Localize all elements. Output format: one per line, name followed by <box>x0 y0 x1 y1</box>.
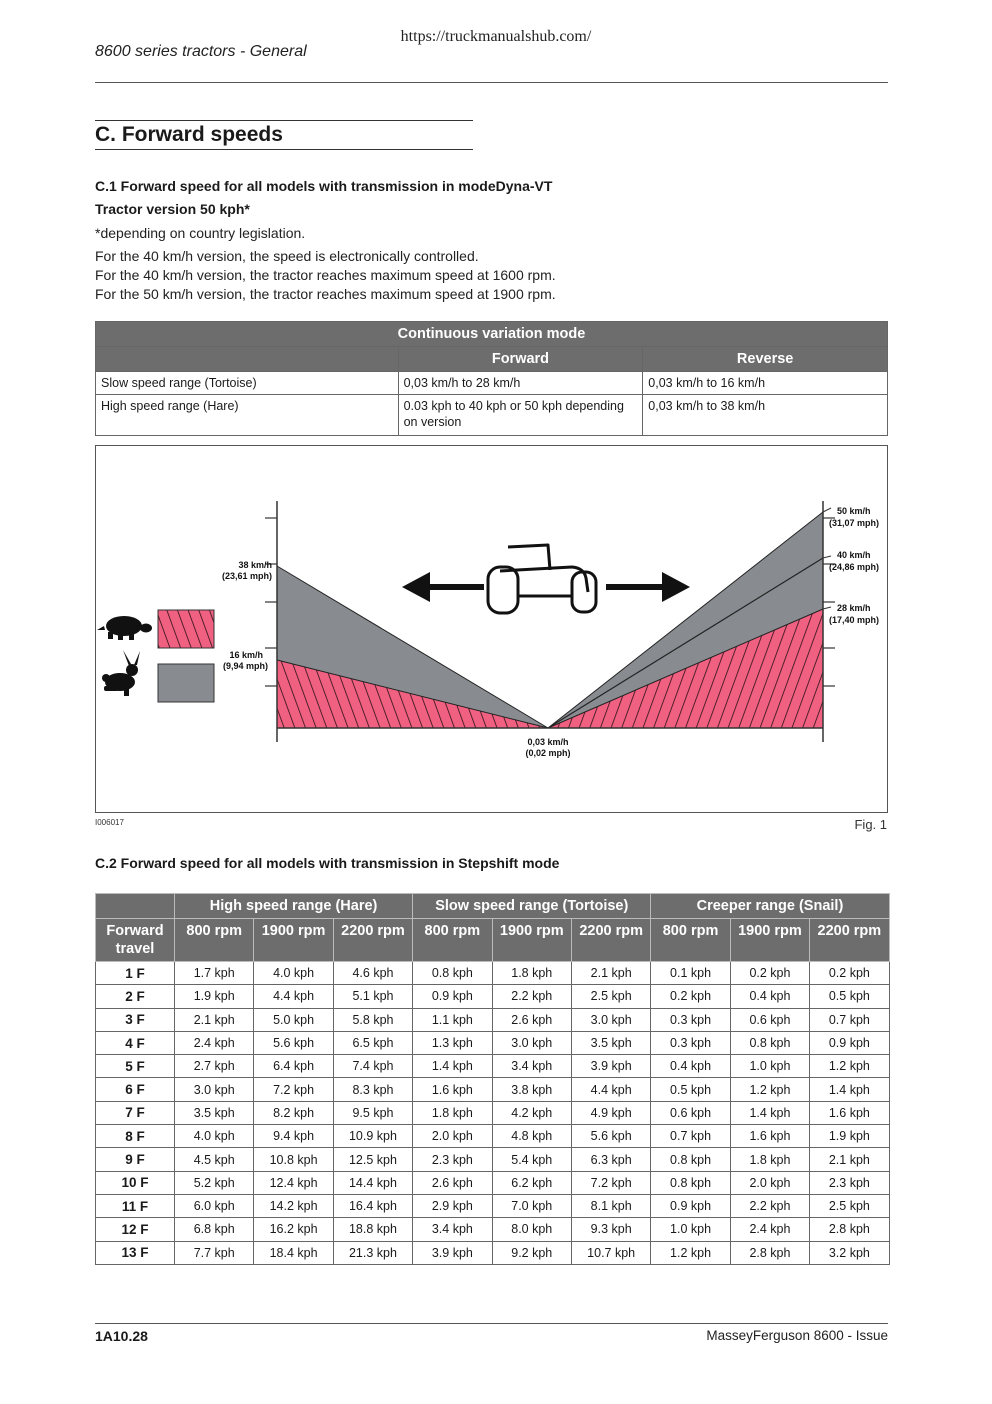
speed-cell: 12.4 kph <box>254 1171 333 1194</box>
speed-cell: 2.3 kph <box>413 1148 492 1171</box>
speed-cell: 1.8 kph <box>730 1148 809 1171</box>
speed-cell: 1.1 kph <box>413 1008 492 1031</box>
speed-cell: 0.3 kph <box>651 1008 730 1031</box>
speed-cell: 2.9 kph <box>413 1194 492 1217</box>
speed-cell: 1.9 kph <box>175 985 254 1008</box>
speed-cell: 3.4 kph <box>492 1055 571 1078</box>
gear-cell: 7 F <box>96 1101 175 1124</box>
speed-cell: 8.0 kph <box>492 1218 571 1241</box>
speed-cell: 5.4 kph <box>492 1148 571 1171</box>
speed-cell: 1.6 kph <box>810 1101 889 1124</box>
speed-cell: 0.9 kph <box>651 1194 730 1217</box>
rpm-header: 2200 rpm <box>810 919 889 962</box>
speed-cell: 9.5 kph <box>333 1101 412 1124</box>
speed-cell: 1.4 kph <box>810 1078 889 1101</box>
label-38-mph: (23,61 mph) <box>221 571 272 581</box>
speed-cell: 3.0 kph <box>492 1031 571 1054</box>
speed-cell: 0.6 kph <box>651 1101 730 1124</box>
section-rule-bottom <box>95 149 473 150</box>
cvt-reverse-cell: 0,03 km/h to 16 km/h <box>643 372 888 395</box>
speed-cell: 3.9 kph <box>571 1055 650 1078</box>
speed-cell: 2.5 kph <box>810 1194 889 1217</box>
speed-cell: 10.7 kph <box>571 1241 650 1264</box>
speed-cell: 16.4 kph <box>333 1194 412 1217</box>
forward-travel-header: Forward travel <box>96 919 175 962</box>
speed-cell: 1.2 kph <box>651 1241 730 1264</box>
speed-cell: 1.8 kph <box>413 1101 492 1124</box>
cvt-reverse-cell: 0,03 km/h to 38 km/h <box>643 395 888 436</box>
speed-cell: 0.7 kph <box>651 1125 730 1148</box>
speed-cell: 0.4 kph <box>651 1055 730 1078</box>
speed-cell: 4.6 kph <box>333 962 412 985</box>
group-header-snail: Creeper range (Snail) <box>651 894 889 919</box>
speed-cell: 2.6 kph <box>492 1008 571 1031</box>
header-divider <box>95 82 888 83</box>
table-row <box>96 1218 890 1241</box>
speed-cell: 18.4 kph <box>254 1241 333 1264</box>
gear-cell: 3 F <box>96 1008 175 1031</box>
gear-cell: 9 F <box>96 1148 175 1171</box>
label-40-mph: (24,86 mph) <box>829 562 880 572</box>
label-50-kmh: 50 km/h <box>837 506 871 516</box>
speed-cell: 0.2 kph <box>651 985 730 1008</box>
gear-cell: 2 F <box>96 985 175 1008</box>
cvt-header-reverse: Reverse <box>643 347 888 372</box>
speed-cell: 9.4 kph <box>254 1125 333 1148</box>
speed-cell: 0.8 kph <box>730 1031 809 1054</box>
speed-cell: 3.8 kph <box>492 1078 571 1101</box>
source-url: https://truckmanualshub.com/ <box>400 28 592 45</box>
rpm-header: 800 rpm <box>413 919 492 962</box>
label-28-mph: (17,40 mph) <box>829 615 880 625</box>
speed-cell: 4.5 kph <box>175 1148 254 1171</box>
paragraph-line: For the 40 km/h version, the speed is electronically controlled. <box>95 248 479 264</box>
speed-cell: 1.7 kph <box>175 962 254 985</box>
cvt-table-title: Continuous variation mode <box>96 322 888 347</box>
table-row <box>96 1171 890 1194</box>
label-16-kmh: 16 km/h <box>229 650 263 660</box>
cvt-row-label: Slow speed range (Tortoise) <box>96 372 399 395</box>
arrow-right-icon <box>606 572 690 602</box>
speed-cell: 4.8 kph <box>492 1125 571 1148</box>
rpm-header: 800 rpm <box>175 919 254 962</box>
label-zero-kmh: 0,03 km/h <box>527 737 569 747</box>
speed-cell: 2.2 kph <box>730 1194 809 1217</box>
table-row <box>96 962 890 985</box>
speed-cell: 9.3 kph <box>571 1218 650 1241</box>
speed-cell: 8.3 kph <box>333 1078 412 1101</box>
speed-cell: 5.1 kph <box>333 985 412 1008</box>
speed-cell: 10.8 kph <box>254 1148 333 1171</box>
speed-cell: 2.7 kph <box>175 1055 254 1078</box>
speed-cell: 1.3 kph <box>413 1031 492 1054</box>
speed-cell: 0.5 kph <box>651 1078 730 1101</box>
group-header-hare: High speed range (Hare) <box>175 894 413 919</box>
speed-cell: 9.2 kph <box>492 1241 571 1264</box>
speed-cell: 5.8 kph <box>333 1008 412 1031</box>
figure-code: I006017 <box>95 818 124 827</box>
speed-cell: 0.8 kph <box>413 962 492 985</box>
speed-cell: 1.0 kph <box>730 1055 809 1078</box>
speed-cell: 2.6 kph <box>413 1171 492 1194</box>
speed-cell: 3.0 kph <box>175 1078 254 1101</box>
tractor-version-heading: Tractor version 50 kph* <box>95 201 250 217</box>
speed-cell: 0.7 kph <box>810 1008 889 1031</box>
gear-cell: 1 F <box>96 962 175 985</box>
speed-cell: 0.8 kph <box>651 1148 730 1171</box>
speed-cell: 4.4 kph <box>571 1078 650 1101</box>
cvt-forward-cell: 0,03 km/h to 28 km/h <box>398 372 643 395</box>
speed-cell: 3.2 kph <box>810 1241 889 1264</box>
label-zero-mph: (0,02 mph) <box>525 748 571 758</box>
speed-cell: 8.1 kph <box>571 1194 650 1217</box>
table-row <box>96 1148 890 1171</box>
speed-cell: 3.5 kph <box>175 1101 254 1124</box>
legislation-note: *depending on country legislation. <box>95 225 306 241</box>
header-blank <box>96 894 175 919</box>
speed-cell: 1.4 kph <box>413 1055 492 1078</box>
speed-cell: 0.2 kph <box>810 962 889 985</box>
speed-cell: 7.7 kph <box>175 1241 254 1264</box>
document-title: 8600 series tractors - General <box>95 43 307 60</box>
footer-divider <box>95 1323 888 1324</box>
speed-range-figure <box>95 445 888 813</box>
hare-icon <box>102 650 140 696</box>
paragraph-line: For the 40 km/h version, the tractor reaches maximum speed at 1600 rpm. <box>95 267 556 283</box>
table-row <box>96 1101 890 1124</box>
paragraph-line: For the 50 km/h version, the tractor reaches maximum speed at 1900 rpm. <box>95 286 556 302</box>
speed-cell: 4.0 kph <box>175 1125 254 1148</box>
group-header-tortoise: Slow speed range (Tortoise) <box>413 894 651 919</box>
speed-cell: 0.4 kph <box>730 985 809 1008</box>
label-40-kmh: 40 km/h <box>837 550 871 560</box>
page-number: 1A10.28 <box>95 1328 148 1344</box>
speed-cell: 2.0 kph <box>413 1125 492 1148</box>
arrow-left-icon <box>402 572 484 602</box>
speed-cell: 2.8 kph <box>730 1241 809 1264</box>
tortoise-legend-swatch <box>158 610 214 648</box>
speed-cell: 7.2 kph <box>254 1078 333 1101</box>
speed-cell: 1.4 kph <box>730 1101 809 1124</box>
table-row <box>96 1055 890 1078</box>
speed-cell: 0.2 kph <box>730 962 809 985</box>
speed-cell: 14.2 kph <box>254 1194 333 1217</box>
footer-publisher: MasseyFerguson 8600 - Issue <box>706 1328 888 1343</box>
stepshift-speed-table <box>95 893 890 1265</box>
speed-cell: 2.1 kph <box>810 1148 889 1171</box>
speed-cell: 1.6 kph <box>413 1078 492 1101</box>
speed-cell: 6.4 kph <box>254 1055 333 1078</box>
gear-cell: 5 F <box>96 1055 175 1078</box>
speed-cell: 0.9 kph <box>810 1031 889 1054</box>
speed-cell: 2.4 kph <box>730 1218 809 1241</box>
table-row <box>96 1194 890 1217</box>
speed-cell: 2.1 kph <box>571 962 650 985</box>
speed-cell: 8.2 kph <box>254 1101 333 1124</box>
speed-cell: 0.1 kph <box>651 962 730 985</box>
speed-cell: 21.3 kph <box>333 1241 412 1264</box>
table-row <box>96 985 890 1008</box>
speed-cell: 5.0 kph <box>254 1008 333 1031</box>
subsection-c2-heading: C.2 Forward speed for all models with transmission in Stepshift mode <box>95 855 560 871</box>
speed-cell: 2.0 kph <box>730 1171 809 1194</box>
gear-cell: 8 F <box>96 1125 175 1148</box>
label-38-kmh: 38 km/h <box>238 560 272 570</box>
speed-cell: 14.4 kph <box>333 1171 412 1194</box>
speed-cell: 10.9 kph <box>333 1125 412 1148</box>
speed-cell: 2.1 kph <box>175 1008 254 1031</box>
speed-cell: 7.0 kph <box>492 1194 571 1217</box>
subsection-c1-heading: C.1 Forward speed for all models with transmission in modeDyna-VT <box>95 178 553 194</box>
tractor-icon <box>488 545 596 613</box>
speed-cell: 6.0 kph <box>175 1194 254 1217</box>
speed-cell: 6.8 kph <box>175 1218 254 1241</box>
gear-cell: 10 F <box>96 1171 175 1194</box>
speed-cell: 5.6 kph <box>571 1125 650 1148</box>
speed-cell: 1.8 kph <box>492 962 571 985</box>
speed-cell: 5.6 kph <box>254 1031 333 1054</box>
speed-cell: 1.2 kph <box>810 1055 889 1078</box>
speed-cell: 4.9 kph <box>571 1101 650 1124</box>
speed-cell: 2.2 kph <box>492 985 571 1008</box>
gear-cell: 6 F <box>96 1078 175 1101</box>
speed-cell: 3.9 kph <box>413 1241 492 1264</box>
rpm-header: 1900 rpm <box>254 919 333 962</box>
speed-cell: 2.8 kph <box>810 1218 889 1241</box>
gear-cell: 13 F <box>96 1241 175 1264</box>
gear-cell: 12 F <box>96 1218 175 1241</box>
label-50-mph: (31,07 mph) <box>829 518 880 528</box>
speed-cell: 2.5 kph <box>571 985 650 1008</box>
speed-cell: 0.8 kph <box>651 1171 730 1194</box>
cvt-row-label: High speed range (Hare) <box>96 395 399 436</box>
table-row <box>96 1125 890 1148</box>
cvt-header-blank <box>96 347 399 372</box>
gear-cell: 4 F <box>96 1031 175 1054</box>
section-rule-top <box>95 120 473 121</box>
rpm-header: 2200 rpm <box>571 919 650 962</box>
speed-cell: 0.6 kph <box>730 1008 809 1031</box>
speed-cell: 7.2 kph <box>571 1171 650 1194</box>
speed-cell: 4.2 kph <box>492 1101 571 1124</box>
section-title: C. Forward speeds <box>95 123 283 146</box>
speed-cell: 1.2 kph <box>730 1078 809 1101</box>
figure-caption: Fig. 1 <box>854 817 887 832</box>
cvt-header-forward: Forward <box>398 347 643 372</box>
rpm-header: 1900 rpm <box>730 919 809 962</box>
label-16-mph: (9,94 mph) <box>222 661 268 671</box>
speed-cell: 4.4 kph <box>254 985 333 1008</box>
gear-cell: 11 F <box>96 1194 175 1217</box>
speed-cell: 1.0 kph <box>651 1218 730 1241</box>
table-row <box>96 395 888 436</box>
speed-cell: 18.8 kph <box>333 1218 412 1241</box>
speed-cell: 2.3 kph <box>810 1171 889 1194</box>
speed-cell: 6.2 kph <box>492 1171 571 1194</box>
rpm-header: 800 rpm <box>651 919 730 962</box>
speed-cell: 2.4 kph <box>175 1031 254 1054</box>
speed-cell: 1.6 kph <box>730 1125 809 1148</box>
speed-cell: 3.5 kph <box>571 1031 650 1054</box>
speed-cell: 1.9 kph <box>810 1125 889 1148</box>
table-row <box>96 1078 890 1101</box>
hare-legend-swatch <box>158 664 214 702</box>
rpm-header: 1900 rpm <box>492 919 571 962</box>
speed-cell: 3.4 kph <box>413 1218 492 1241</box>
speed-cell: 0.5 kph <box>810 985 889 1008</box>
tortoise-icon <box>97 616 152 640</box>
speed-cell: 3.0 kph <box>571 1008 650 1031</box>
speed-cell: 5.2 kph <box>175 1171 254 1194</box>
table-row <box>96 1241 890 1264</box>
speed-cell: 6.5 kph <box>333 1031 412 1054</box>
speed-cell: 7.4 kph <box>333 1055 412 1078</box>
rpm-header: 2200 rpm <box>333 919 412 962</box>
table-row <box>96 1031 890 1054</box>
cvt-forward-cell: 0.03 kph to 40 kph or 50 kph depending on version <box>398 395 643 436</box>
speed-cell: 0.9 kph <box>413 985 492 1008</box>
speed-cell: 0.3 kph <box>651 1031 730 1054</box>
speed-cell: 16.2 kph <box>254 1218 333 1241</box>
speed-cell: 4.0 kph <box>254 962 333 985</box>
table-row <box>96 1008 890 1031</box>
label-28-kmh: 28 km/h <box>837 603 871 613</box>
continuous-variation-table <box>95 321 888 436</box>
speed-cell: 12.5 kph <box>333 1148 412 1171</box>
speed-cell: 6.3 kph <box>571 1148 650 1171</box>
table-row <box>96 372 888 395</box>
